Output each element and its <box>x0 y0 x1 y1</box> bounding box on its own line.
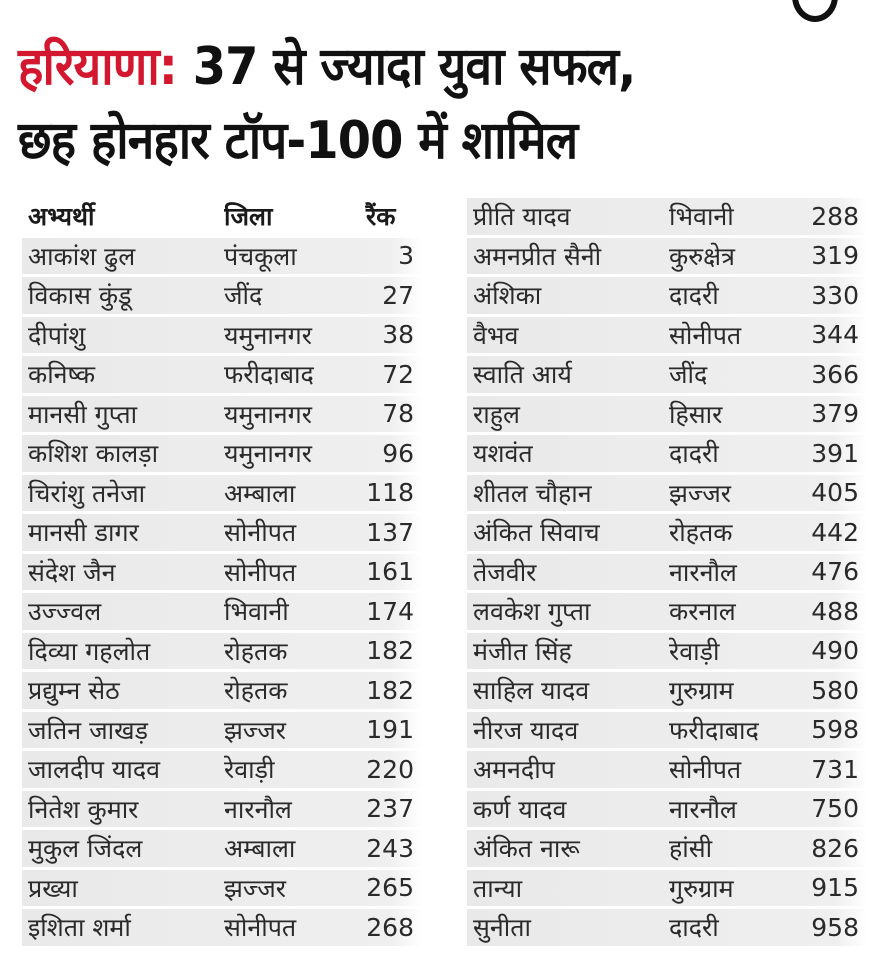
district-name: यमुनानगर <box>224 320 312 350</box>
district-name: दादरी <box>669 439 719 469</box>
candidate-name: नितेश कुमार <box>28 794 139 824</box>
candidate-name: शीतल चौहान <box>473 478 592 508</box>
rank-value: 137 <box>366 517 414 547</box>
table-row <box>467 435 867 475</box>
district-name: सोनीपत <box>224 913 297 943</box>
district-name: नारनौल <box>669 794 737 824</box>
table-row <box>467 909 867 949</box>
table-row <box>22 909 422 949</box>
district-name: नारनौल <box>224 794 292 824</box>
table-row <box>467 356 867 396</box>
candidate-name: राहुल <box>473 399 520 429</box>
headline-line-1-text: 37 से ज्यादा युवा सफल, <box>177 37 636 97</box>
table-row <box>22 712 422 752</box>
district-name: सोनीपत <box>224 518 297 548</box>
district-name: नारनौल <box>669 557 737 587</box>
table-row <box>467 277 867 317</box>
table-row <box>22 475 422 515</box>
candidate-name: मंजीत सिंह <box>473 636 572 666</box>
district-name: रेवाड़ी <box>669 636 720 666</box>
district-name: हिसार <box>669 399 723 429</box>
candidate-name: मानसी डागर <box>28 518 139 548</box>
district-name: जींद <box>669 360 708 390</box>
rank-value: 366 <box>811 359 859 389</box>
rank-value: 731 <box>811 754 859 784</box>
district-name: जींद <box>224 281 263 311</box>
headline-line-1 <box>18 30 809 104</box>
table-row <box>467 672 867 712</box>
candidate-name: इशिता शर्मा <box>28 913 131 943</box>
candidate-name: विकास कुंडू <box>28 281 132 311</box>
header-candidate: अभ्यर्थी <box>28 202 95 232</box>
district-name: झज्जर <box>224 715 286 745</box>
district-name: रोहतक <box>224 636 288 666</box>
district-name: यमुनानगर <box>224 439 312 469</box>
candidate-name: प्रीति यादव <box>473 202 571 232</box>
rank-value: 288 <box>811 201 859 231</box>
district-name: सोनीपत <box>224 557 297 587</box>
district-name: फरीदाबाद <box>669 715 759 745</box>
results-table-left <box>22 198 422 949</box>
rank-value: 161 <box>366 557 414 587</box>
rank-value: 330 <box>811 280 859 310</box>
candidate-name: नीरज यादव <box>473 715 579 745</box>
table-row <box>467 396 867 436</box>
rank-value: 96 <box>382 438 414 468</box>
rank-value: 488 <box>811 596 859 626</box>
rank-value: 598 <box>811 715 859 745</box>
district-name: सोनीपत <box>669 320 742 350</box>
candidate-name: दिव्या गहलोत <box>28 636 151 666</box>
district-name: सोनीपत <box>669 755 742 785</box>
rank-value: 344 <box>811 320 859 350</box>
candidate-name: वैभव <box>473 320 519 350</box>
rank-value: 268 <box>366 912 414 942</box>
table-row <box>22 317 422 357</box>
candidate-name: अमनप्रीत सैनी <box>473 241 602 271</box>
candidate-name: प्रद्युम्न सेठ <box>28 676 120 706</box>
district-name: दादरी <box>669 913 719 943</box>
district-name: दादरी <box>669 281 719 311</box>
rank-value: 265 <box>366 873 414 903</box>
district-name: अम्बाला <box>224 478 296 508</box>
district-name: यमुनानगर <box>224 399 312 429</box>
table-row <box>467 198 867 238</box>
district-name: गुरुग्राम <box>669 676 734 706</box>
district-name: करनाल <box>669 597 736 627</box>
rank-value: 118 <box>366 478 414 508</box>
table-header-row <box>22 198 422 238</box>
results-table-right <box>467 198 867 949</box>
rank-value: 915 <box>811 873 859 903</box>
rank-value: 379 <box>811 399 859 429</box>
candidate-name: प्रख्या <box>28 873 78 903</box>
rank-value: 490 <box>811 636 859 666</box>
header-rank: रैंक <box>366 202 396 232</box>
results-tables <box>22 198 867 949</box>
candidate-name: संदेश जैन <box>28 557 116 587</box>
candidate-name: साहिल यादव <box>473 676 590 706</box>
table-row <box>467 238 867 278</box>
candidate-name: मुकुल जिंदल <box>28 834 143 864</box>
headline-line-2: छह होनहार टॉप-100 में शामिल <box>18 111 578 171</box>
candidate-name: जतिन जाखड़ <box>28 715 148 745</box>
rank-value: 78 <box>382 399 414 429</box>
district-name: रोहतक <box>224 676 288 706</box>
district-name: झज्जर <box>669 478 731 508</box>
candidate-name: आकांश ढुल <box>28 241 136 271</box>
table-row <box>22 396 422 436</box>
candidate-name: मानसी गुप्ता <box>28 399 138 429</box>
table-row <box>22 277 422 317</box>
table-row <box>467 791 867 831</box>
district-name: कुरुक्षेत्र <box>669 241 735 271</box>
rank-value: 580 <box>811 675 859 705</box>
district-name: भिवानी <box>669 202 734 232</box>
candidate-name: दीपांशु <box>28 320 86 350</box>
rank-value: 182 <box>366 636 414 666</box>
rank-value: 182 <box>366 675 414 705</box>
candidate-name: अंकित नारू <box>473 834 580 864</box>
table-row <box>22 672 422 712</box>
table-row <box>22 238 422 278</box>
candidate-name: सुनीता <box>473 913 531 943</box>
rank-value: 391 <box>811 438 859 468</box>
district-name: अम्बाला <box>224 834 296 864</box>
table-row <box>22 514 422 554</box>
rank-value: 750 <box>811 794 859 824</box>
district-name: रेवाड़ी <box>224 755 275 785</box>
rank-value: 174 <box>366 596 414 626</box>
table-row <box>467 317 867 357</box>
table-row <box>22 593 422 633</box>
table-row <box>467 593 867 633</box>
table-row <box>467 475 867 515</box>
table-row <box>22 751 422 791</box>
district-name: फरीदाबाद <box>224 360 314 390</box>
rank-value: 3 <box>398 241 414 271</box>
candidate-name: अमनदीप <box>473 755 555 785</box>
table-row <box>22 356 422 396</box>
district-name: रोहतक <box>669 518 733 548</box>
table-row <box>22 554 422 594</box>
rank-value: 319 <box>811 241 859 271</box>
candidate-name: तेजवीर <box>473 557 537 587</box>
headline-accent-state: हरियाणा: <box>18 37 178 97</box>
table-row <box>22 830 422 870</box>
rank-value: 405 <box>811 478 859 508</box>
candidate-name: अंकित सिवाच <box>473 518 600 548</box>
rank-value: 72 <box>382 359 414 389</box>
district-name: हांसी <box>669 834 713 864</box>
district-name: पंचकूला <box>224 241 297 271</box>
table-row <box>22 791 422 831</box>
district-name: भिवानी <box>224 597 289 627</box>
table-row <box>467 712 867 752</box>
candidate-name: यशवंत <box>473 439 533 469</box>
candidate-name: स्वाति आर्य <box>473 360 572 390</box>
table-row <box>467 554 867 594</box>
rank-value: 38 <box>382 320 414 350</box>
table-row <box>467 751 867 791</box>
rank-value: 27 <box>382 280 414 310</box>
candidate-name: कशिश कालड़ा <box>28 439 159 469</box>
rank-value: 237 <box>366 794 414 824</box>
rank-value: 220 <box>366 754 414 784</box>
table-row <box>467 514 867 554</box>
table-row <box>22 633 422 673</box>
district-name: झज्जर <box>224 873 286 903</box>
table-row <box>22 435 422 475</box>
candidate-name: कर्ण यादव <box>473 794 567 824</box>
candidate-name: कनिष्क <box>28 360 96 390</box>
candidate-name: उज्ज्वल <box>28 597 102 627</box>
table-row <box>467 870 867 910</box>
rank-value: 958 <box>811 912 859 942</box>
candidate-name: तान्या <box>473 873 523 903</box>
table-row <box>467 830 867 870</box>
candidate-name: अंशिका <box>473 281 542 311</box>
district-name: गुरुग्राम <box>669 873 734 903</box>
headline <box>18 30 809 178</box>
cropped-graphic-fragment <box>792 0 838 22</box>
rank-value: 826 <box>811 833 859 863</box>
table-row <box>22 870 422 910</box>
candidate-name: जालदीप यादव <box>28 755 161 785</box>
candidate-name: चिरांशु तनेजा <box>28 478 146 508</box>
rank-value: 476 <box>811 557 859 587</box>
rank-value: 442 <box>811 517 859 547</box>
table-row <box>467 633 867 673</box>
rank-value: 191 <box>366 715 414 745</box>
header-district: जिला <box>224 202 273 232</box>
rank-value: 243 <box>366 833 414 863</box>
candidate-name: लवकेश गुप्ता <box>473 597 591 627</box>
